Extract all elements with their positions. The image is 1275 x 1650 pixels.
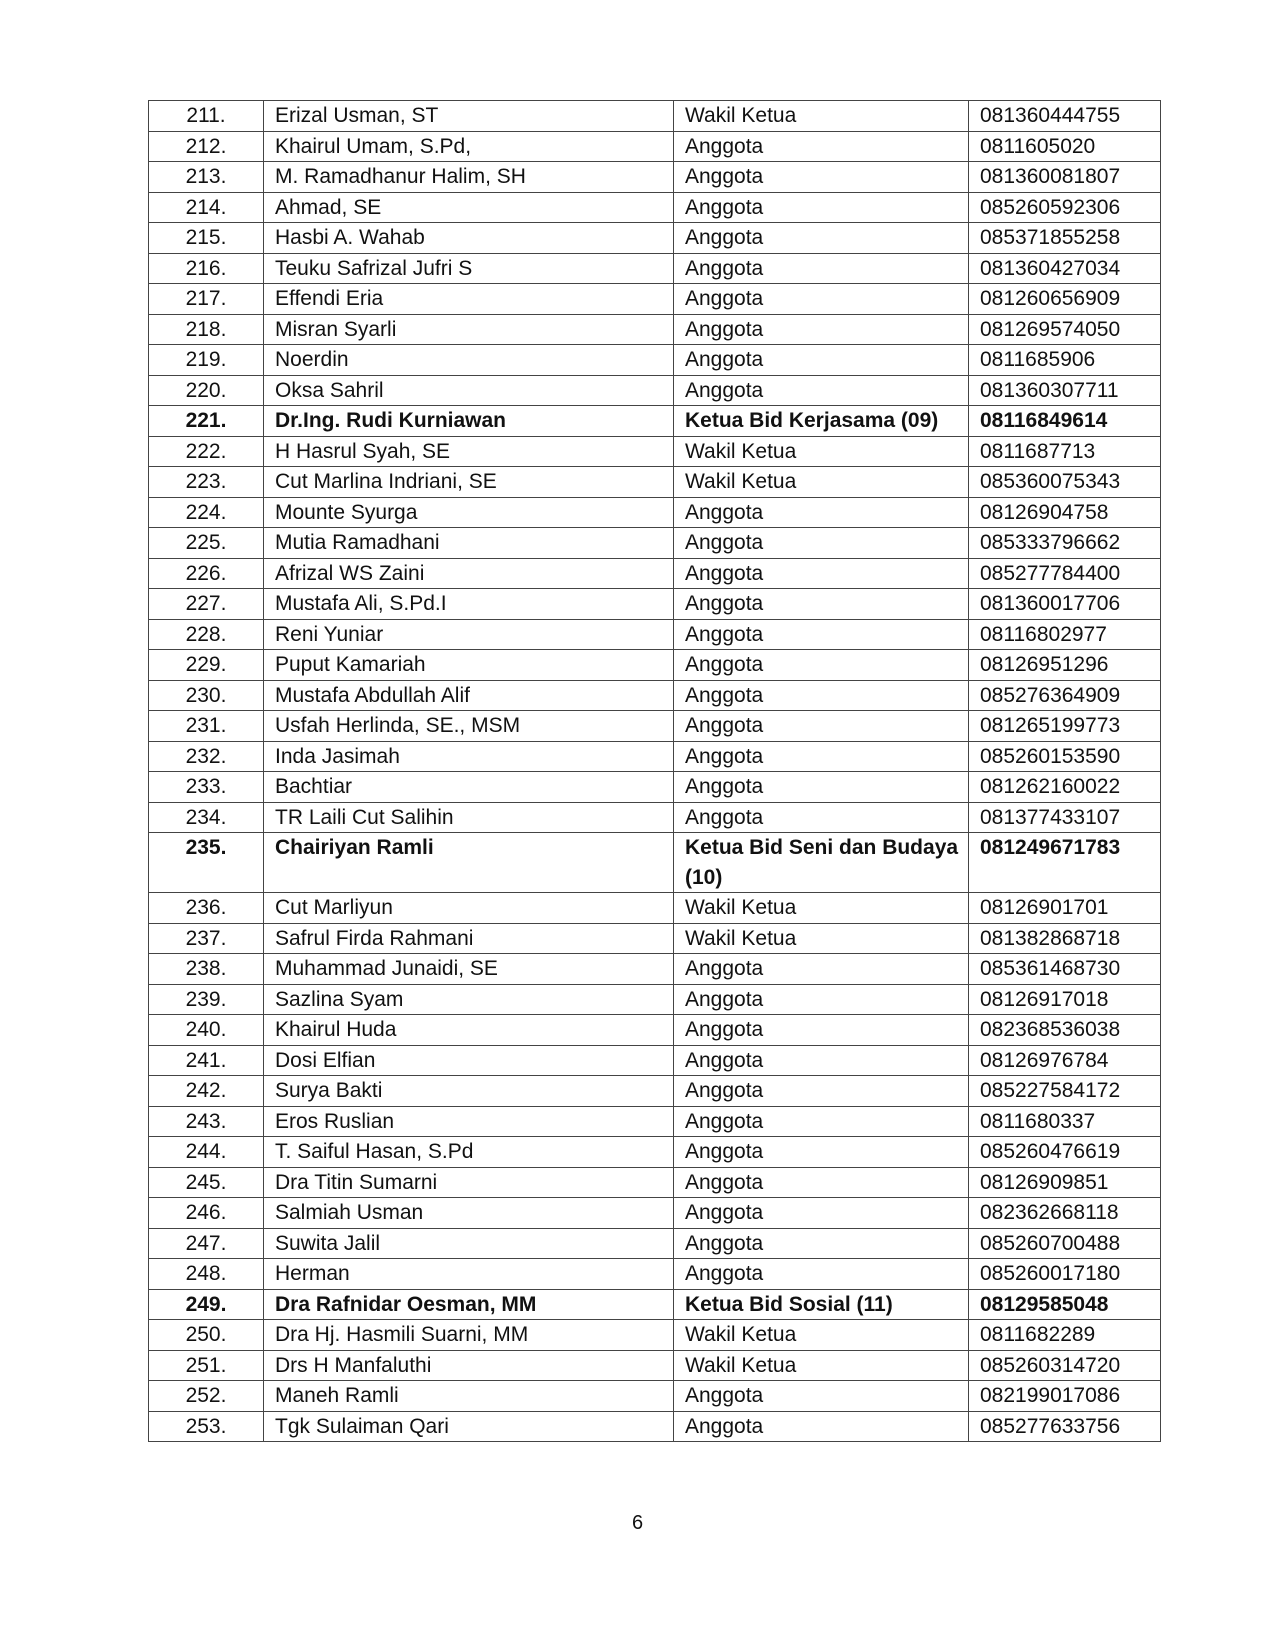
member-position: Anggota xyxy=(674,1411,969,1442)
member-position: Anggota xyxy=(674,802,969,833)
member-phone: 082362668118 xyxy=(969,1198,1161,1229)
member-name: Mustafa Ali, S.Pd.I xyxy=(264,589,674,620)
member-table-body xyxy=(149,101,1161,1442)
member-name: M. Ramadhanur Halim, SH xyxy=(264,162,674,193)
member-name: Cut Marlina Indriani, SE xyxy=(264,467,674,498)
row-number: 229. xyxy=(149,650,264,681)
member-position: Wakil Ketua xyxy=(674,101,969,132)
member-name: Muhammad Junaidi, SE xyxy=(264,954,674,985)
table-row xyxy=(149,741,1161,772)
member-position: Anggota xyxy=(674,1167,969,1198)
member-phone: 081377433107 xyxy=(969,802,1161,833)
member-name: Mutia Ramadhani xyxy=(264,528,674,559)
member-name: Oksa Sahril xyxy=(264,375,674,406)
member-phone: 081360307711 xyxy=(969,375,1161,406)
member-position: Anggota xyxy=(674,619,969,650)
member-phone: 081269574050 xyxy=(969,314,1161,345)
member-name: Teuku Safrizal Jufri S xyxy=(264,253,674,284)
member-phone: 081265199773 xyxy=(969,711,1161,742)
member-name: Chairiyan Ramli xyxy=(264,833,674,893)
page-number: 6 xyxy=(631,1512,644,1534)
member-phone: 08129585048 xyxy=(969,1289,1161,1320)
member-phone: 0811685906 xyxy=(969,345,1161,376)
member-name: Salmiah Usman xyxy=(264,1198,674,1229)
member-position: Wakil Ketua xyxy=(674,923,969,954)
member-phone: 08126976784 xyxy=(969,1045,1161,1076)
table-row xyxy=(149,192,1161,223)
member-name: Hasbi A. Wahab xyxy=(264,223,674,254)
row-number: 250. xyxy=(149,1320,264,1351)
member-name: Erizal Usman, ST xyxy=(264,101,674,132)
member-position: Anggota xyxy=(674,558,969,589)
member-position: Anggota xyxy=(674,984,969,1015)
row-number: 240. xyxy=(149,1015,264,1046)
member-phone: 0811687713 xyxy=(969,436,1161,467)
member-phone: 08126909851 xyxy=(969,1167,1161,1198)
member-phone: 08116802977 xyxy=(969,619,1161,650)
table-row xyxy=(149,375,1161,406)
table-row xyxy=(149,467,1161,498)
table-row xyxy=(149,314,1161,345)
member-name: Mustafa Abdullah Alif xyxy=(264,680,674,711)
member-position: Anggota xyxy=(674,711,969,742)
table-row xyxy=(149,833,1161,893)
member-name: Puput Kamariah xyxy=(264,650,674,681)
table-row xyxy=(149,101,1161,132)
row-number: 219. xyxy=(149,345,264,376)
member-position: Anggota xyxy=(674,589,969,620)
member-phone: 0811680337 xyxy=(969,1106,1161,1137)
table-row xyxy=(149,345,1161,376)
member-phone: 085227584172 xyxy=(969,1076,1161,1107)
member-name: Surya Bakti xyxy=(264,1076,674,1107)
row-number: 249. xyxy=(149,1289,264,1320)
row-number: 237. xyxy=(149,923,264,954)
row-number: 252. xyxy=(149,1381,264,1412)
member-name: Dra Rafnidar Oesman, MM xyxy=(264,1289,674,1320)
row-number: 227. xyxy=(149,589,264,620)
table-row xyxy=(149,131,1161,162)
row-number: 231. xyxy=(149,711,264,742)
member-phone: 081262160022 xyxy=(969,772,1161,803)
row-number: 243. xyxy=(149,1106,264,1137)
row-number: 217. xyxy=(149,284,264,315)
member-phone: 085277633756 xyxy=(969,1411,1161,1442)
table-row xyxy=(149,711,1161,742)
table-row xyxy=(149,1381,1161,1412)
member-phone: 085277784400 xyxy=(969,558,1161,589)
member-phone: 085360075343 xyxy=(969,467,1161,498)
row-number: 245. xyxy=(149,1167,264,1198)
member-phone: 0811682289 xyxy=(969,1320,1161,1351)
member-name: Dra Titin Sumarni xyxy=(264,1167,674,1198)
member-phone: 081360081807 xyxy=(969,162,1161,193)
table-row xyxy=(149,436,1161,467)
member-phone: 08126904758 xyxy=(969,497,1161,528)
member-name: Bachtiar xyxy=(264,772,674,803)
row-number: 216. xyxy=(149,253,264,284)
member-name: Usfah Herlinda, SE., MSM xyxy=(264,711,674,742)
table-row xyxy=(149,1015,1161,1046)
table-row xyxy=(149,1411,1161,1442)
member-name: Khairul Huda xyxy=(264,1015,674,1046)
member-name: Herman xyxy=(264,1259,674,1290)
table-row xyxy=(149,619,1161,650)
member-name: Suwita Jalil xyxy=(264,1228,674,1259)
row-number: 221. xyxy=(149,406,264,437)
row-number: 242. xyxy=(149,1076,264,1107)
member-name: Effendi Eria xyxy=(264,284,674,315)
row-number: 220. xyxy=(149,375,264,406)
table-row xyxy=(149,1106,1161,1137)
row-number: 213. xyxy=(149,162,264,193)
row-number: 225. xyxy=(149,528,264,559)
table-row xyxy=(149,984,1161,1015)
table-row xyxy=(149,589,1161,620)
member-phone: 085260476619 xyxy=(969,1137,1161,1168)
member-position: Anggota xyxy=(674,162,969,193)
member-position: Anggota xyxy=(674,1045,969,1076)
table-row xyxy=(149,1198,1161,1229)
member-phone: 082199017086 xyxy=(969,1381,1161,1412)
row-number: 246. xyxy=(149,1198,264,1229)
member-phone: 08126951296 xyxy=(969,650,1161,681)
row-number: 244. xyxy=(149,1137,264,1168)
table-row xyxy=(149,162,1161,193)
member-phone: 085333796662 xyxy=(969,528,1161,559)
member-position: Anggota xyxy=(674,650,969,681)
row-number: 218. xyxy=(149,314,264,345)
member-phone: 081360427034 xyxy=(969,253,1161,284)
member-position: Anggota xyxy=(674,1015,969,1046)
row-number: 232. xyxy=(149,741,264,772)
member-phone: 085260314720 xyxy=(969,1350,1161,1381)
member-phone: 085361468730 xyxy=(969,954,1161,985)
row-number: 233. xyxy=(149,772,264,803)
member-position: Anggota xyxy=(674,1259,969,1290)
table-row xyxy=(149,406,1161,437)
member-phone: 085260017180 xyxy=(969,1259,1161,1290)
member-phone: 081260656909 xyxy=(969,284,1161,315)
member-position: Anggota xyxy=(674,131,969,162)
table-row xyxy=(149,802,1161,833)
row-number: 253. xyxy=(149,1411,264,1442)
row-number: 223. xyxy=(149,467,264,498)
member-name: Cut Marliyun xyxy=(264,893,674,924)
member-name: Sazlina Syam xyxy=(264,984,674,1015)
table-row xyxy=(149,1289,1161,1320)
table-row xyxy=(149,1045,1161,1076)
member-position: Anggota xyxy=(674,1137,969,1168)
member-name: T. Saiful Hasan, S.Pd xyxy=(264,1137,674,1168)
member-phone: 08126917018 xyxy=(969,984,1161,1015)
member-name: Mounte Syurga xyxy=(264,497,674,528)
member-name: Misran Syarli xyxy=(264,314,674,345)
row-number: 238. xyxy=(149,954,264,985)
table-row xyxy=(149,558,1161,589)
member-name: Afrizal WS Zaini xyxy=(264,558,674,589)
member-name: Drs H Manfaluthi xyxy=(264,1350,674,1381)
table-row xyxy=(149,650,1161,681)
member-name: Noerdin xyxy=(264,345,674,376)
row-number: 248. xyxy=(149,1259,264,1290)
member-name: Inda Jasimah xyxy=(264,741,674,772)
table-row xyxy=(149,253,1161,284)
table-row xyxy=(149,528,1161,559)
member-position: Anggota xyxy=(674,1228,969,1259)
member-name: H Hasrul Syah, SE xyxy=(264,436,674,467)
member-name: Dosi Elfian xyxy=(264,1045,674,1076)
row-number: 212. xyxy=(149,131,264,162)
table-row xyxy=(149,923,1161,954)
table-row xyxy=(149,1167,1161,1198)
row-number: 224. xyxy=(149,497,264,528)
member-position: Wakil Ketua xyxy=(674,893,969,924)
member-position: Ketua Bid Seni dan Budaya (10) xyxy=(674,833,969,893)
member-position: Anggota xyxy=(674,1381,969,1412)
member-phone: 085260592306 xyxy=(969,192,1161,223)
member-name: Safrul Firda Rahmani xyxy=(264,923,674,954)
member-phone: 085260700488 xyxy=(969,1228,1161,1259)
member-position: Anggota xyxy=(674,954,969,985)
member-position: Anggota xyxy=(674,375,969,406)
member-name: Khairul Umam, S.Pd, xyxy=(264,131,674,162)
member-phone: 08116849614 xyxy=(969,406,1161,437)
table-row xyxy=(149,497,1161,528)
row-number: 241. xyxy=(149,1045,264,1076)
member-position: Anggota xyxy=(674,741,969,772)
member-phone: 081360444755 xyxy=(969,101,1161,132)
member-position: Anggota xyxy=(674,772,969,803)
member-table xyxy=(148,100,1161,1442)
row-number: 235. xyxy=(149,833,264,893)
member-position: Wakil Ketua xyxy=(674,1320,969,1351)
row-number: 234. xyxy=(149,802,264,833)
member-name: Dr.Ing. Rudi Kurniawan xyxy=(264,406,674,437)
row-number: 236. xyxy=(149,893,264,924)
member-phone: 081249671783 xyxy=(969,833,1161,893)
member-position: Anggota xyxy=(674,528,969,559)
member-position: Wakil Ketua xyxy=(674,1350,969,1381)
row-number: 226. xyxy=(149,558,264,589)
row-number: 239. xyxy=(149,984,264,1015)
member-name: Tgk Sulaiman Qari xyxy=(264,1411,674,1442)
member-position: Anggota xyxy=(674,1076,969,1107)
member-position: Anggota xyxy=(674,223,969,254)
member-position: Ketua Bid Kerjasama (09) xyxy=(674,406,969,437)
table-row xyxy=(149,680,1161,711)
row-number: 222. xyxy=(149,436,264,467)
member-position: Anggota xyxy=(674,284,969,315)
row-number: 251. xyxy=(149,1350,264,1381)
member-phone: 085276364909 xyxy=(969,680,1161,711)
row-number: 211. xyxy=(149,101,264,132)
row-number: 215. xyxy=(149,223,264,254)
member-position: Anggota xyxy=(674,314,969,345)
member-position: Wakil Ketua xyxy=(674,436,969,467)
row-number: 214. xyxy=(149,192,264,223)
member-phone: 081360017706 xyxy=(969,589,1161,620)
member-name: Dra Hj. Hasmili Suarni, MM xyxy=(264,1320,674,1351)
table-row xyxy=(149,223,1161,254)
table-row xyxy=(149,1076,1161,1107)
member-name: Eros Ruslian xyxy=(264,1106,674,1137)
member-position: Anggota xyxy=(674,1198,969,1229)
table-row xyxy=(149,1350,1161,1381)
member-phone: 082368536038 xyxy=(969,1015,1161,1046)
member-phone: 085260153590 xyxy=(969,741,1161,772)
member-phone: 08126901701 xyxy=(969,893,1161,924)
member-position: Wakil Ketua xyxy=(674,467,969,498)
member-position: Anggota xyxy=(674,253,969,284)
member-name: TR Laili Cut Salihin xyxy=(264,802,674,833)
member-position: Anggota xyxy=(674,680,969,711)
member-position: Anggota xyxy=(674,192,969,223)
member-phone: 085371855258 xyxy=(969,223,1161,254)
member-position: Ketua Bid Sosial (11) xyxy=(674,1289,969,1320)
member-name: Maneh Ramli xyxy=(264,1381,674,1412)
table-row xyxy=(149,284,1161,315)
row-number: 230. xyxy=(149,680,264,711)
member-name: Ahmad, SE xyxy=(264,192,674,223)
table-row xyxy=(149,1137,1161,1168)
member-position: Anggota xyxy=(674,1106,969,1137)
table-row xyxy=(149,893,1161,924)
member-name: Reni Yuniar xyxy=(264,619,674,650)
member-phone: 081382868718 xyxy=(969,923,1161,954)
table-row xyxy=(149,1320,1161,1351)
table-row xyxy=(149,954,1161,985)
row-number: 228. xyxy=(149,619,264,650)
table-row xyxy=(149,1259,1161,1290)
member-position: Anggota xyxy=(674,345,969,376)
member-phone: 0811605020 xyxy=(969,131,1161,162)
table-row xyxy=(149,772,1161,803)
member-position: Anggota xyxy=(674,497,969,528)
table-row xyxy=(149,1228,1161,1259)
row-number: 247. xyxy=(149,1228,264,1259)
